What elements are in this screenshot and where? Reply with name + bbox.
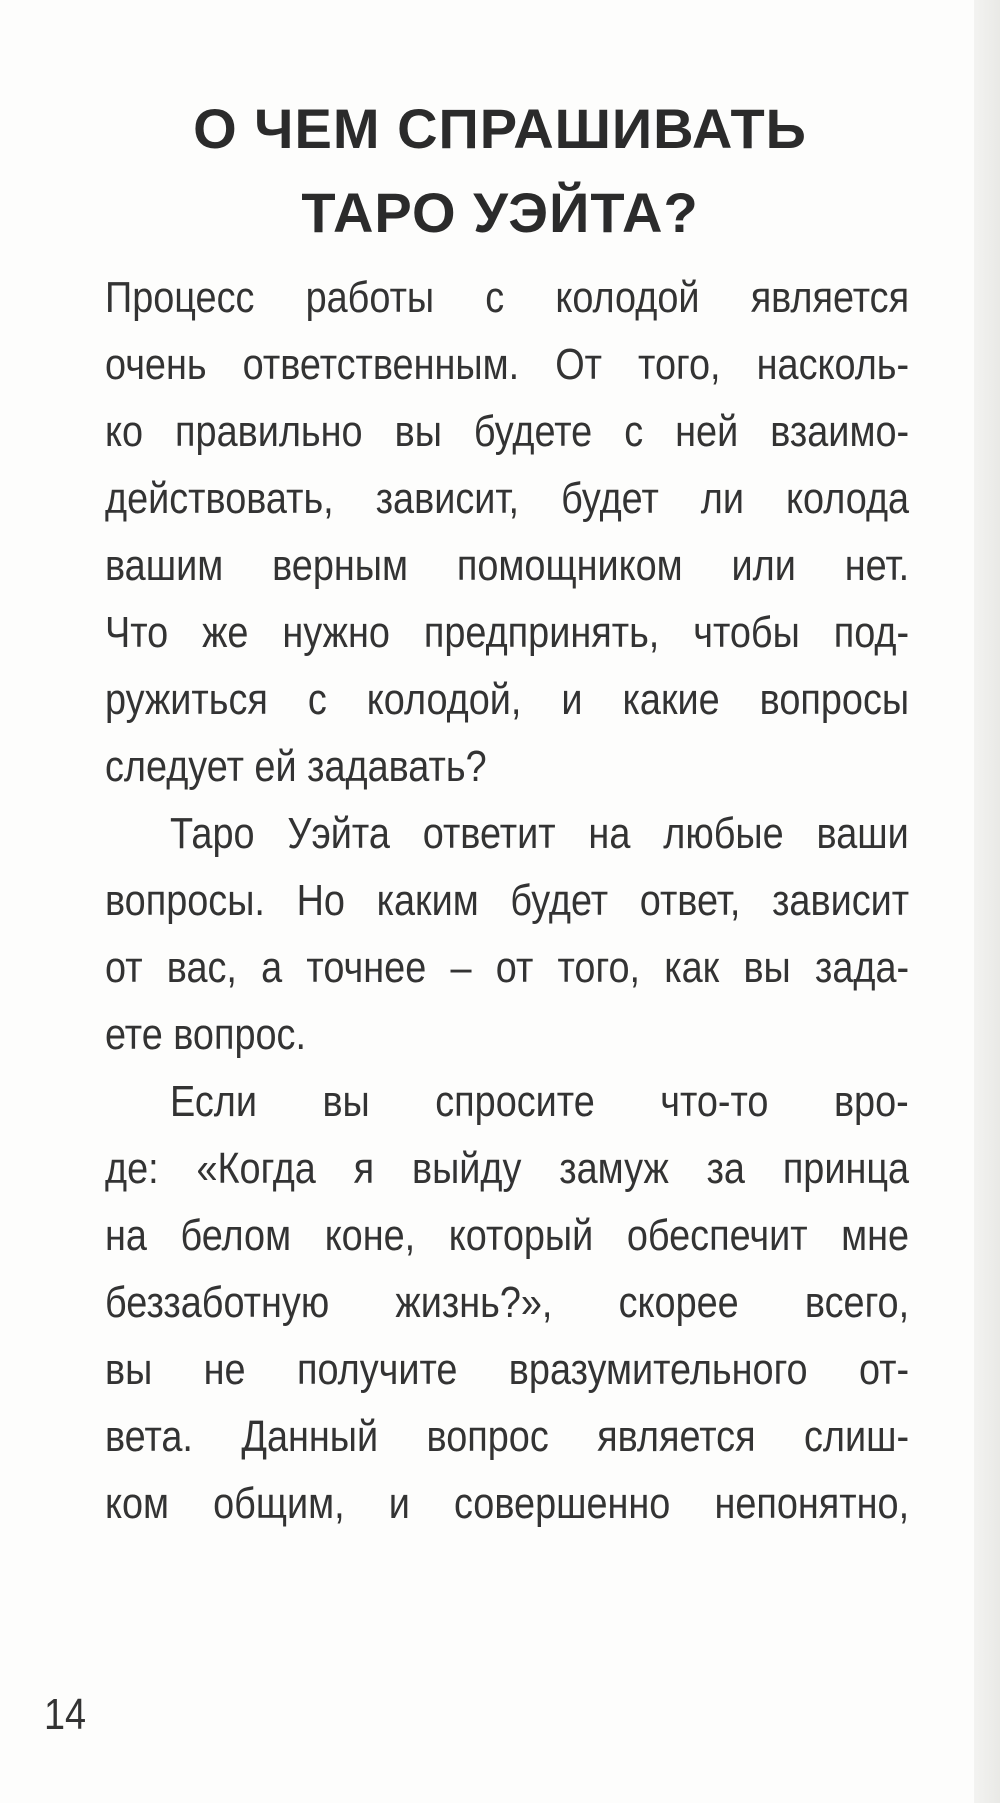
chapter-title-line-2: ТАРО УЭЙТА? (301, 181, 699, 244)
text-line: Таро Уэйта ответит на любые ваши (170, 809, 909, 858)
text-line: от вас, а точнее – от того, как вы зада- (105, 943, 910, 992)
text-line: ружиться с колодой, и какие вопросы (105, 675, 910, 724)
text-line: ете вопрос. (105, 1010, 306, 1059)
text-line: ко правильно вы будете с ней взаимо- (105, 407, 910, 456)
text-line: вы не получите вразумительного от- (105, 1345, 910, 1394)
text-line: ком общим, и совершенно непонятно, (105, 1479, 910, 1528)
text-line: очень ответственным. От того, насколь- (105, 340, 910, 389)
text-line: Процесс работы с колодой является (105, 273, 910, 322)
text-line: беззаботную жизнь?», скорее всего, (105, 1278, 910, 1327)
text-line: Если вы спросите что-то вро- (170, 1077, 909, 1126)
text-line: Что же нужно предпринять, чтобы под- (105, 608, 910, 657)
text-line: вашим верным помощником или нет. (105, 541, 910, 590)
text-line: на белом коне, который обеспечит мне (105, 1211, 910, 1260)
page-edge-shadow (974, 0, 1000, 1803)
text-line: де: «Когда я выйду замуж за принца (105, 1144, 910, 1193)
text-line: вопросы. Но каким будет ответ, зависит (105, 876, 910, 925)
text-line: следует ей задавать? (105, 742, 487, 791)
chapter-title-line-1: О ЧЕМ СПРАШИВАТЬ (193, 97, 807, 160)
text-line: действовать, зависит, будет ли колода (105, 474, 910, 523)
text-line: вета. Данный вопрос является слиш- (105, 1412, 910, 1461)
page-number: 14 (44, 1690, 87, 1739)
